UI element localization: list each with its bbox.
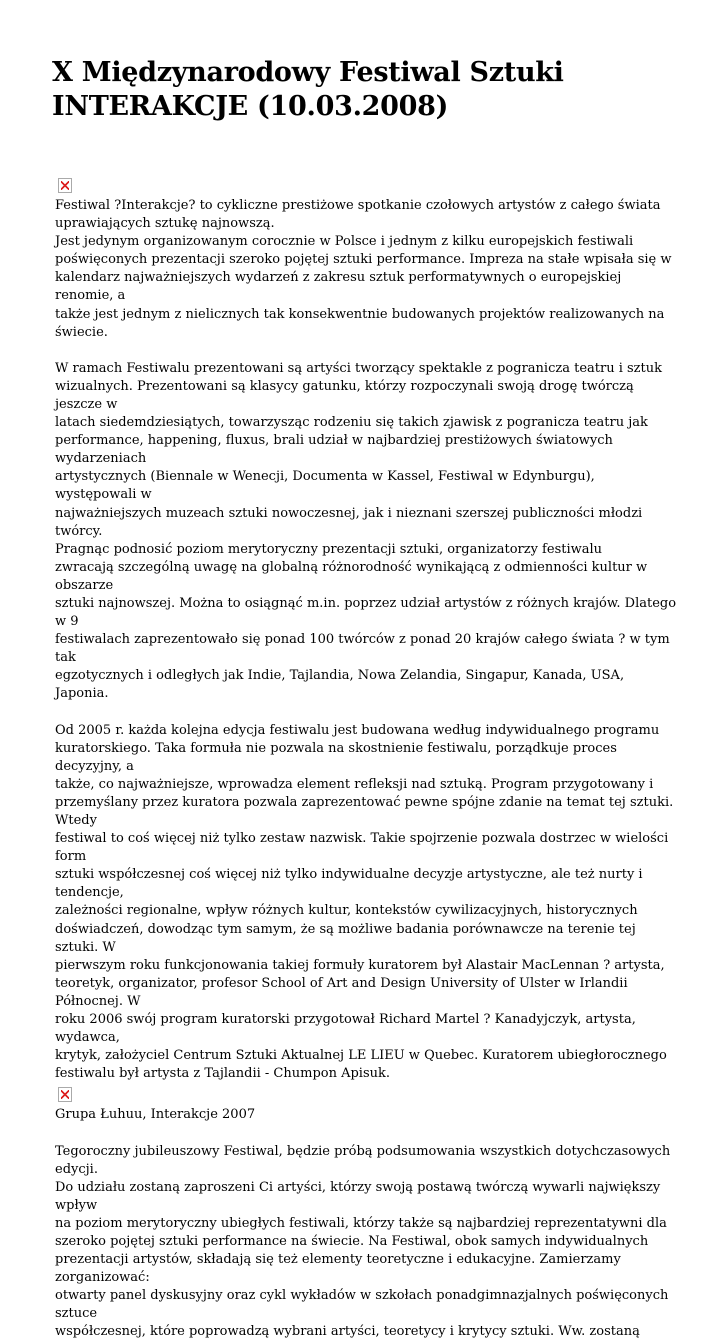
text-line: Tegoroczny jubileuszowy Festiwal, będzie próbą podsumowania wszystkich dotychczasowych edycji. [55,1143,671,1177]
text-line: poświęconych prezentacji szeroko pojętej sztuki performance. Impreza na stałe wpisała się w [55,252,672,268]
paragraph-gap [55,704,680,722]
text-line: artystycznych (Biennale w Wenecji, Documenta w Kassel, Festiwal w Edynburgu), występowali w [55,469,595,503]
text-line: zwracają szczególną uwagę na globalną różnorodność wynikającą z odmienności kultur w obszarze [55,559,648,593]
image-caption [55,1106,680,1124]
paragraph-intro [55,197,680,342]
paragraph-gap [55,1125,680,1143]
text-line: prezentacji artystów, składają się też elementy teoretyczne i edukacyjne. Zamierzamy zorganizować: [55,1252,621,1286]
broken-image-icon [58,1087,72,1102]
text-line: Od 2005 r. każda kolejna edycja festiwalu jest budowana według indywidualnego programu [55,722,660,738]
text-line: sztuki najnowszej. Można to osiągnąć m.in. poprzez udział artystów z różnych krajów. Dlatego w 9 [55,595,677,630]
text-line: wizualnych. Prezentowani są klasycy gatunku, którzy rozpoczynali swoją drogę twórczą jeszcze w [55,378,634,412]
text-line: otwarty panel dyskusyjny oraz cykl wykładów w szkołach ponadgimnazjalnych poświęconych sztuce [55,1288,669,1322]
paragraph-artists [55,360,680,704]
title-line-2: INTERAKCJE (10.03.2008) [52,91,449,122]
text-line: kalendarz najważniejszych wydarzeń z zakresu sztuk performatywnych o europejskiej renomie, a [55,270,622,304]
text-line: Pragnąc podnosić poziom merytoryczny prezentacji sztuki, organizatorzy festiwalu [55,541,603,557]
text-line: teoretyk, organizator, profesor School of Art and Design University of Ulster w Irlandii Północnej. W [55,975,628,1009]
text-line: festiwalu był artysta z Tajlandii - Chumpon Apisuk. [55,1066,391,1082]
text-line: Jest jedynym organizowanym corocznie w Polsce i jednym z kilku europejskich festiwali [55,234,634,250]
text-line: krytyk, założyciel Centrum Sztuki Aktualnej LE LIEU w Quebec. Kuratorem ubiegłorocznego [55,1048,667,1064]
text-line: także jest jednym z nielicznych tak konsekwentnie budowanych projektów realizowanych na świecie. [55,306,665,340]
text-line: performance, happening, fluxus, brali udział w najbardziej prestiżowych światowych wydarzeniach [55,433,613,467]
text-line: także, co najważniejsze, wprowadza element refleksji nad sztuką. Program przygotowany i [55,776,654,792]
text-line: najważniejszych muzeach sztuki nowoczesnej, jak i nieznani szerszej publiczności młodzi twórcy. [55,505,643,539]
text-line: festiwalach zaprezentowało się ponad 100 twórców z ponad 20 krajów całego świata ? w tym tak [55,632,670,666]
text-line: roku 2006 swój program kuratorski przygotował Richard Martel ? Kanadyjczyk, artysta, wydawca, [55,1012,636,1046]
text-line: kuratorskiego. Taka formuła nie pozwala na skostnienie festiwalu, porządkuje proces decyzyjny, a [55,740,617,774]
text-line: sztuki współczesnej coś więcej niż tylko indywidualne decyzje artystyczne, ale też nurty i tendencje, [55,867,643,901]
text-line: doświadczeń, dowodząc tym samym, że są możliwe badania porównawcze na terenie tej sztuki. W [55,921,636,955]
text-line: festiwal to coś więcej niż tylko zestaw nazwisk. Takie spojrzenie pozwala dostrzec w wielości form [55,831,669,865]
text-line: Festiwal ?Interakcje? to cykliczne prestiżowe spotkanie czołowych artystów z całego świata [55,198,661,213]
paragraph-curators [55,722,680,1084]
page-title [52,56,692,124]
text-line: Do udziału zostaną zaproszeni Ci artyści, którzy swoją postawą twórczą wywarli największy wpływ [55,1179,661,1213]
paragraph-jubilee [55,1143,680,1342]
text-line: na poziom merytoryczny ubiegłych festiwali, którzy także są najbardziej reprezentatywni dla [55,1215,667,1231]
text-line: współczesnej, które poprowadzą wybrani artyści, teoretycy i krytycy sztuki. Ww. zostaną [55,1324,640,1340]
caption-text: Grupa Łuhuu, Interakcje 2007 [55,1107,256,1123]
title-line-1: X Międzynarodowy Festiwal Sztuki [52,57,564,88]
paragraph-gap [55,342,680,360]
text-line: zależności regionalne, wpływ różnych kultur, kontekstów cywilizacyjnych, historycznych [55,903,638,919]
text-line: W ramach Festiwalu prezentowani są artyści tworzący spektakle z pogranicza teatru i sztuk [55,360,662,376]
text-line: szeroko pojętej sztuki performance na świecie. Na Festiwal, obok samych indywidualnych [55,1233,649,1249]
text-line: przemyślany przez kuratora pozwala zaprezentować pewne spójne zdanie na temat tej sztuki. Wtedy [55,794,674,828]
text-line: latach siedemdziesiątych, towarzysząc rodzeniu się takich zjawisk z pogranicza teatru jak [55,415,648,431]
article-body [55,178,680,1342]
text-line: egzotycznych i odległych jak Indie, Tajlandia, Nowa Zelandia, Singapur, Kanada, USA, Japonia. [55,668,625,702]
text-line: pierwszym roku funkcjonowania takiej formuły kuratorem był Alastair MacLennan ? artysta, [55,957,665,973]
broken-image-icon [58,178,72,193]
text-line: uprawiających sztukę najnowszą. [55,216,275,232]
